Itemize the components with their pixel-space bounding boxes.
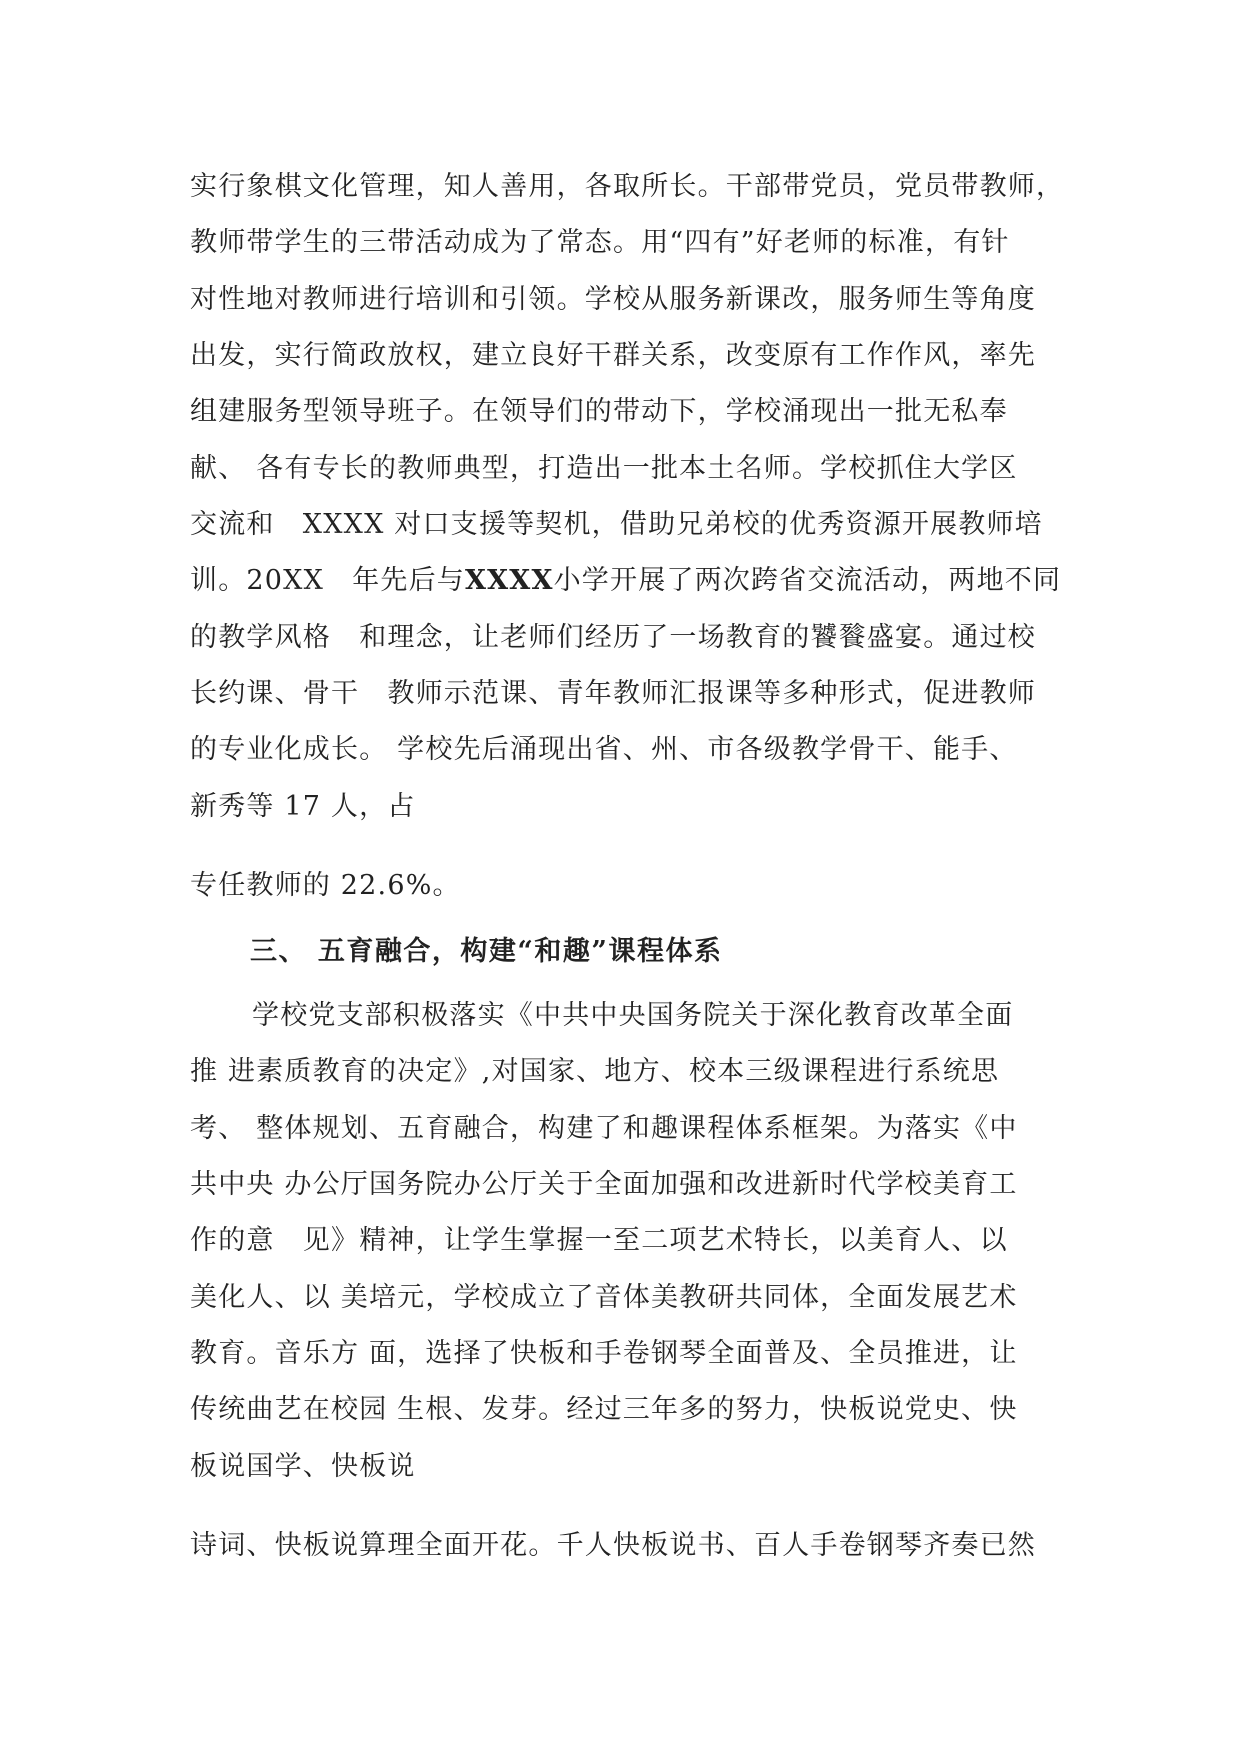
paragraph-line	[190, 561, 1061, 601]
section-heading: 三、 五育融合，构建“和趣”课程体系	[250, 936, 723, 967]
paragraph-line: 交流和 XXXX 对口支援等契机，借助兄弟校的优秀资源开展教师培	[190, 509, 1043, 540]
paragraph-line: 教师带学生的三带活动成为了常态。用“四有”好老师的标准，有针	[190, 227, 1010, 258]
bold-placeholder-text: XXXX	[465, 565, 554, 596]
paragraph-line: 献、 各有专长的教师典型，打造出一批本土名师。学校抓住大学区	[190, 453, 1018, 484]
paragraph-line: 长约课、骨干 教师示范课、青年教师汇报课等多种形式，促进教师	[190, 678, 1036, 709]
paragraph-line: 板说国学、快板说	[190, 1451, 416, 1482]
paragraph-continuation: 专任教师的 22.6%。	[190, 870, 461, 901]
paragraph-line: 实行象棋文化管理，知人善用，各取所长。干部带党员，党员带教师，	[190, 171, 1065, 202]
paragraph-line: 的专业化成长。 学校先后涌现出省、州、市各级教学骨干、能手、	[190, 734, 1018, 765]
paragraph-line: 考、 整体规划、五育融合，构建了和趣课程体系框架。为落实《中	[190, 1113, 1018, 1144]
paragraph-line: 共中央 办公厅国务院办公厅关于全面加强和改进新时代学校美育工	[190, 1169, 1018, 1200]
paragraph-line: 新秀等 17 人，占	[190, 791, 416, 822]
line-text: 小学开展了两次跨省交流活动，两地不同	[553, 565, 1062, 596]
paragraph-line: 出发，实行简政放权，建立良好干群关系，改变原有工作作风，率先	[190, 340, 1036, 371]
paragraph-continuation: 诗词、快板说算理全面开花。千人快板说书、百人手卷钢琴齐奏已然	[190, 1530, 1036, 1561]
paragraph-line: 作的意 见》精神，让学生掌握一至二项艺术特长，以美育人、以	[190, 1225, 1008, 1256]
paragraph-line: 学校党支部积极落实《中共中央国务院关于深化教育改革全面	[252, 1000, 1014, 1031]
line-text: 训。20XX 年先后与	[190, 565, 465, 596]
paragraph-line: 传统曲艺在校园 生根、发芽。经过三年多的努力，快板说党史、快	[190, 1394, 1018, 1425]
paragraph-line: 对性地对教师进行培训和引领。学校从服务新课改，服务师生等角度	[190, 284, 1036, 315]
paragraph-line: 组建服务型领导班子。在领导们的带动下，学校涌现出一批无私奉	[190, 396, 1008, 427]
paragraph-line: 的教学风格 和理念，让老师们经历了一场教育的饕餮盛宴。通过校	[190, 622, 1036, 653]
paragraph-line: 教育。音乐方 面，选择了快板和手卷钢琴全面普及、全员推进，让	[190, 1338, 1018, 1369]
paragraph-line: 推 进素质教育的决定》,对国家、地方、校本三级课程进行系统思	[190, 1056, 1000, 1087]
paragraph-line: 美化人、以 美培元，学校成立了音体美教研共同体，全面发展艺术	[190, 1282, 1018, 1313]
